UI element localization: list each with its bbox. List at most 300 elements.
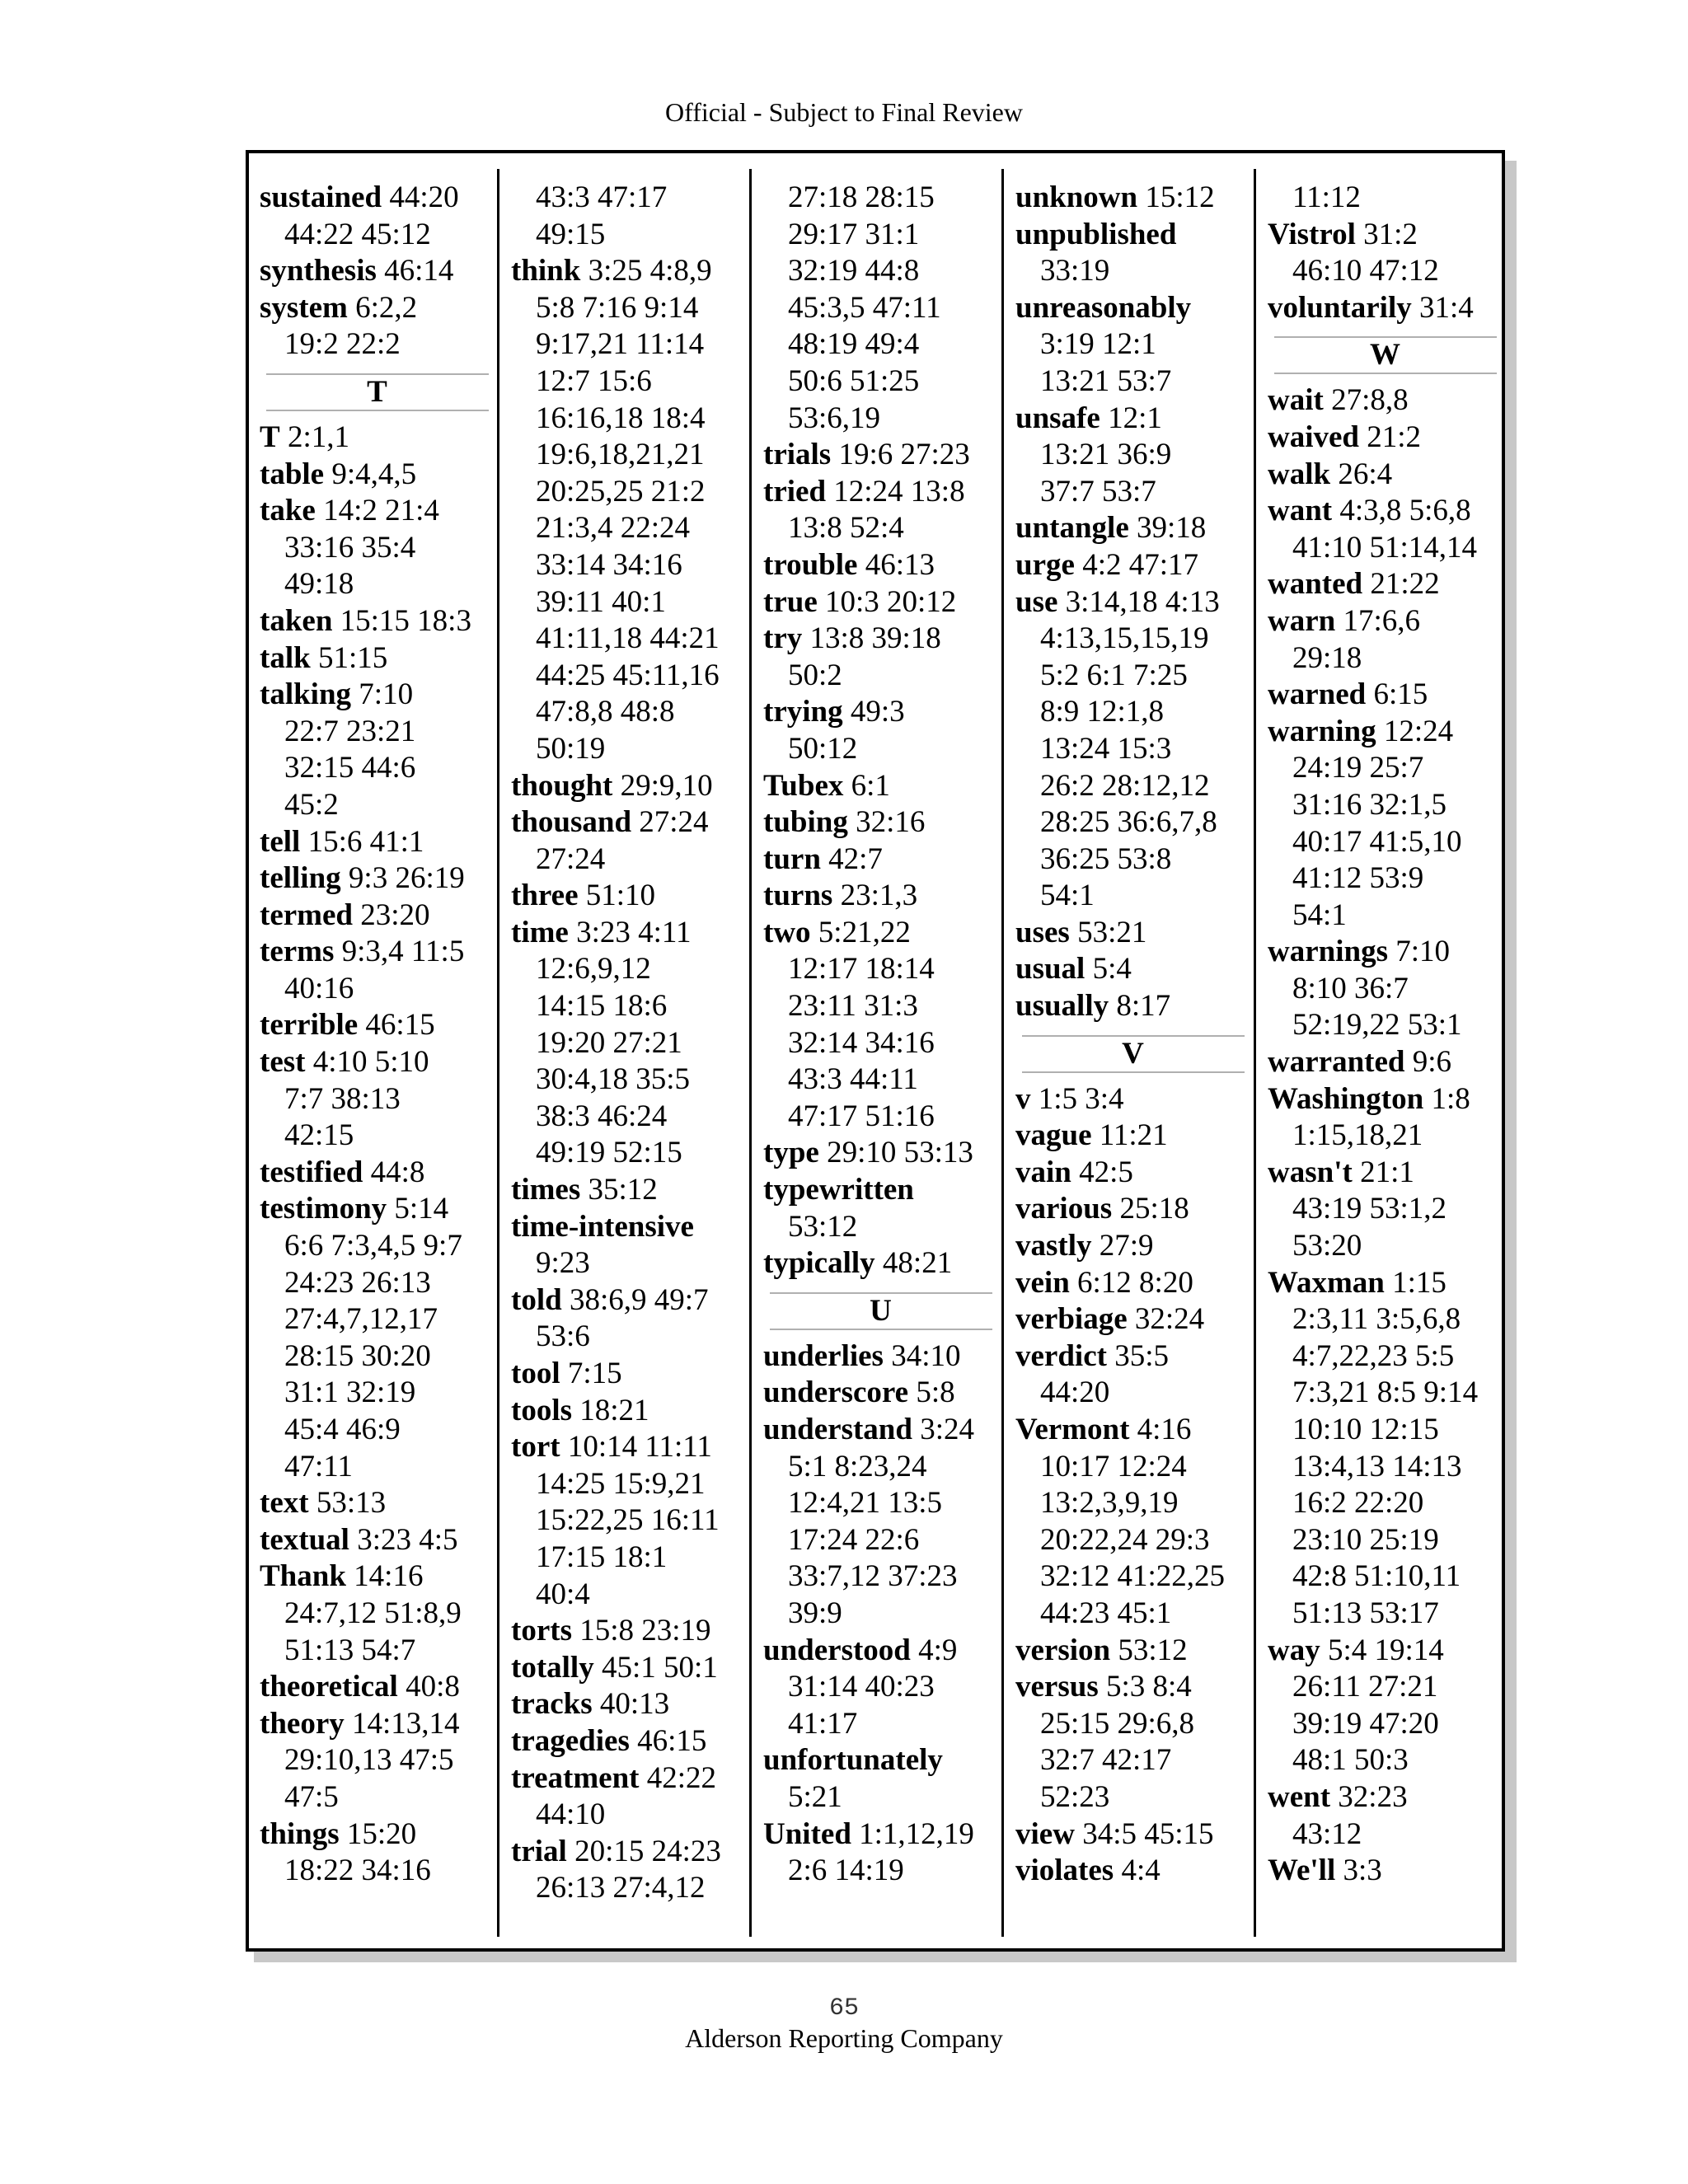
page-references: 25:18 [1112, 1192, 1189, 1226]
index-term: view [1015, 1816, 1075, 1851]
section-letter: T [367, 374, 387, 409]
index-term: usually [1015, 989, 1109, 1024]
index-entry [1268, 217, 1503, 290]
page-references: 31:1 32:19 [284, 1376, 416, 1410]
index-entry-continuation [1268, 787, 1503, 824]
index-entry-continuation [1268, 530, 1503, 567]
index-term: warn [1268, 603, 1336, 638]
index-entry-line [763, 1412, 998, 1449]
index-entry-continuation [763, 510, 998, 547]
index-entry-continuation [260, 1228, 495, 1265]
index-entry-line [1268, 217, 1503, 254]
index-entry [511, 1209, 746, 1282]
page-references: 7:10 [1387, 935, 1451, 969]
index-term: warnings [1268, 935, 1388, 969]
index-entry-line [1015, 1338, 1250, 1376]
index-term: test [260, 1045, 306, 1080]
page-references: 47:5 [284, 1779, 339, 1814]
index-entry-line [763, 915, 998, 952]
index-entry [1268, 714, 1503, 935]
index-entry-continuation [260, 1853, 495, 1890]
index-entry-line [511, 1172, 746, 1209]
index-term: untangle [1015, 511, 1129, 546]
index-term: use [1015, 584, 1058, 619]
index-entry-line [1268, 419, 1503, 457]
index-entry-continuation [1015, 768, 1250, 805]
page-references: 4:7,22,23 5:5 [1292, 1338, 1455, 1373]
page-references: 4:10 5:10 [305, 1045, 429, 1080]
index-entry-line [511, 1209, 746, 1246]
index-column-5 [1268, 180, 1503, 1890]
index-term: telling [260, 861, 341, 896]
index-entry-continuation [511, 363, 746, 401]
index-entry-continuation [260, 1265, 495, 1302]
section-header [260, 373, 495, 411]
index-entry-continuation [511, 1062, 746, 1099]
index-term: thousand [511, 805, 632, 840]
page-references: 44:20 [1040, 1376, 1110, 1410]
index-entry [1268, 382, 1503, 419]
index-entry-continuation [260, 787, 495, 824]
index-entry-continuation [763, 1558, 998, 1596]
page-references: 5:21,22 [810, 915, 911, 949]
index-entry-line [763, 1172, 998, 1209]
index-entry-continuation [763, 658, 998, 695]
page-references: 4:9 [910, 1633, 958, 1667]
index-entry [260, 1007, 495, 1044]
index-entry-continuation [511, 1870, 746, 1907]
index-entry-continuation [763, 326, 998, 363]
index-entry-line [1015, 180, 1250, 217]
index-entry-continuation [260, 326, 495, 363]
page-references: 6:1 [843, 768, 890, 803]
index-entry-continuation [511, 401, 746, 438]
index-entry-line [763, 1245, 998, 1282]
page-references: 51:10 [578, 879, 656, 913]
page-references: 15:22,25 16:11 [536, 1503, 720, 1538]
index-term: Vistrol [1268, 217, 1356, 251]
page-references: 31:14 40:23 [788, 1670, 935, 1704]
index-entry-line [260, 1669, 495, 1706]
index-entry-continuation [1268, 898, 1503, 935]
index-entry-continuation [1015, 253, 1250, 290]
index-entry [763, 437, 998, 474]
index-entry-line [1268, 1265, 1503, 1302]
index-entry [511, 915, 746, 1172]
index-term: unreasonably [1015, 290, 1192, 325]
page-references: 14:16 [345, 1559, 424, 1594]
index-entry [763, 694, 998, 767]
index-term: tool [511, 1357, 560, 1390]
index-term: vague [1015, 1118, 1092, 1153]
index-entry [511, 1429, 746, 1613]
page-references: 26:2 28:12,12 [1040, 768, 1210, 803]
page-references: 4:4 [1114, 1854, 1160, 1888]
index-entry [511, 1282, 746, 1356]
page-references: 17:24 22:6 [788, 1522, 920, 1557]
index-entry-line [1268, 1779, 1503, 1816]
index-term: We'll [1268, 1854, 1336, 1888]
index-term: trial [511, 1834, 567, 1868]
page-references: 5:3 8:4 [1098, 1670, 1192, 1704]
index-entry-continuation [1015, 1522, 1250, 1559]
page-references: 21:1 [1352, 1155, 1414, 1189]
index-term: Thank [260, 1559, 346, 1594]
index-entry-continuation [260, 1375, 495, 1412]
index-term: tell [260, 824, 301, 859]
page-footer: Alderson Reporting Company [685, 2023, 1003, 2053]
index-entry [1015, 915, 1250, 952]
index-entry-line [1015, 1081, 1250, 1118]
index-entry-line [1268, 1081, 1503, 1118]
page-references: 27:9 [1091, 1229, 1154, 1263]
index-entry-line [763, 437, 998, 474]
index-entry [260, 640, 495, 677]
page-references: 19:6 27:23 [831, 438, 970, 472]
page-references: 32:19 44:8 [788, 254, 920, 288]
index-entry-continuation [1268, 1338, 1503, 1376]
page-references: 17:6,6 [1335, 603, 1421, 638]
page-references: 48:21 [874, 1246, 953, 1281]
index-entry [260, 1191, 495, 1485]
index-entry-continuation [1268, 1118, 1503, 1155]
page-references: 5:1 8:23,24 [788, 1449, 927, 1483]
page-references: 31:16 32:1,5 [1292, 787, 1447, 822]
page-references: 18:22 34:16 [284, 1854, 431, 1888]
page-references: 53:6 [536, 1319, 590, 1354]
index-entry-continuation [1268, 824, 1503, 861]
index-entry-continuation [763, 1099, 998, 1136]
page-references: 1:1,12,19 [851, 1816, 974, 1851]
page-references: 12:1 [1100, 401, 1162, 435]
index-entry [511, 804, 746, 878]
index-term: verbiage [1015, 1302, 1128, 1337]
page-references: 50:19 [536, 731, 606, 766]
index-entry [763, 1135, 998, 1172]
section-header [1015, 1035, 1250, 1073]
index-term: testimony [260, 1192, 387, 1226]
page-references: 24:23 26:13 [284, 1265, 431, 1300]
index-term: try [763, 621, 803, 656]
index-entry [1268, 1633, 1503, 1779]
index-entry-line [511, 1393, 746, 1430]
index-entry-continuation [511, 180, 746, 217]
index-entry-continuation [1015, 1706, 1250, 1743]
page-references: 46:13 [857, 547, 935, 582]
page-references: 39:9 [788, 1596, 842, 1630]
page-references: 16:16,18 18:4 [536, 401, 706, 435]
index-entry-line [511, 1650, 746, 1687]
index-term: walk [1268, 457, 1331, 491]
index-entry-line [1268, 934, 1503, 971]
index-term: talking [260, 677, 352, 712]
page-references: 43:12 [1292, 1816, 1362, 1851]
page-references: 32:15 44:6 [284, 751, 416, 785]
index-term: think [511, 254, 581, 288]
page-references: 46:15 [358, 1008, 435, 1043]
index-entry-continuation [511, 1135, 746, 1172]
index-entry-line [260, 1706, 495, 1743]
index-entry [511, 1760, 746, 1834]
index-entry [1268, 566, 1503, 603]
index-entry-line [763, 841, 998, 879]
index-term: urge [1015, 547, 1075, 582]
index-term: warned [1268, 677, 1367, 712]
index-entry [1015, 547, 1250, 584]
index-entry-continuation [1015, 326, 1250, 363]
index-entry-continuation [260, 750, 495, 787]
index-entry-continuation [1268, 1522, 1503, 1559]
index-entry-continuation [1268, 1191, 1503, 1228]
index-entry [1015, 1338, 1250, 1412]
page-references: 28:15 30:20 [284, 1338, 431, 1373]
index-entry-line [1015, 1155, 1250, 1192]
index-column-1 [260, 180, 495, 1890]
index-term: synthesis [260, 254, 377, 288]
index-entry [1015, 1265, 1250, 1302]
page-references: 13:21 36:9 [1040, 438, 1172, 472]
page-references: 5:4 [1085, 952, 1132, 987]
page-references: 2:3,11 3:5,6,8 [1292, 1302, 1461, 1337]
index-entry [1268, 934, 1503, 1044]
section-letter: U [870, 1293, 892, 1328]
index-term: waived [1268, 419, 1359, 454]
index-entry [511, 1686, 746, 1723]
page-references: 13:2,3,9,19 [1040, 1486, 1179, 1521]
page-references: 39:18 [1128, 511, 1207, 546]
index-term: various [1015, 1192, 1113, 1226]
page-references: 23:20 [353, 898, 430, 932]
page-references: 29:10,13 47:5 [284, 1743, 454, 1778]
index-entry-continuation [1268, 640, 1503, 677]
index-entry [260, 1522, 495, 1559]
index-entry [511, 253, 746, 767]
index-entry-continuation [763, 1025, 998, 1062]
page-references: 21:3,4 22:24 [536, 511, 691, 546]
index-entry [1268, 180, 1503, 217]
index-entry [260, 677, 495, 823]
index-entry [763, 1338, 998, 1376]
column-divider [749, 169, 752, 1937]
page-references: 33:14 34:16 [536, 547, 682, 582]
page-references: 19:20 27:21 [536, 1025, 682, 1060]
index-entry-continuation [511, 217, 746, 254]
page-references: 19:2 22:2 [284, 327, 401, 362]
page-references: 45:3,5 47:11 [788, 290, 941, 325]
page-references: 35:5 [1106, 1338, 1169, 1373]
index-entry [260, 419, 495, 457]
section-rule [770, 1329, 992, 1330]
index-entry [1015, 1633, 1250, 1670]
page-references: 4:2 47:17 [1074, 547, 1198, 582]
index-entry-continuation [260, 1301, 495, 1338]
index-entry-line [511, 804, 746, 841]
page-references: 27:4,7,12,17 [284, 1302, 438, 1337]
index-entry-line [763, 1338, 998, 1376]
index-term: three [511, 879, 579, 913]
index-term: torts [511, 1614, 572, 1648]
index-entry-line [260, 1558, 495, 1596]
index-entry [1015, 1191, 1250, 1228]
page-references: 44:23 45:1 [1040, 1596, 1172, 1630]
index-entry-continuation [1015, 841, 1250, 879]
index-term: unsafe [1015, 401, 1100, 435]
index-entry-line [260, 603, 495, 640]
index-entry-line [260, 180, 495, 217]
page-references: 42:7 [820, 841, 883, 876]
page-references: 29:10 53:13 [818, 1136, 973, 1170]
page-references: 48:19 49:4 [788, 327, 920, 362]
index-entry-continuation [260, 530, 495, 567]
index-entry-line [763, 474, 998, 511]
page-references: 23:1,3 [832, 879, 918, 913]
index-entry-continuation [511, 326, 746, 363]
page-references: 41:17 [788, 1706, 858, 1741]
page-references: 12:24 13:8 [826, 474, 965, 509]
page-references: 18:21 [572, 1393, 649, 1427]
index-term: vein [1015, 1265, 1070, 1300]
index-entry [1015, 1118, 1250, 1155]
index-entry-continuation [763, 731, 998, 768]
page-references: 20:15 24:23 [566, 1834, 721, 1868]
index-entry-line [1268, 714, 1503, 751]
index-term: talk [260, 640, 311, 675]
index-term: wasn't [1268, 1155, 1353, 1189]
page-references: 32:24 [1127, 1302, 1205, 1337]
index-term: Washington [1268, 1081, 1424, 1116]
page-references: 5:8 [908, 1376, 955, 1410]
page-references: 9:23 [536, 1246, 590, 1281]
index-entry [260, 1485, 495, 1522]
index-entry-line [1268, 457, 1503, 494]
index-entry-continuation [1268, 1007, 1503, 1044]
index-entry [763, 621, 998, 694]
index-term: unknown [1015, 180, 1138, 214]
page-references: 50:6 51:25 [788, 363, 920, 398]
page-references: 40:17 41:5,10 [1292, 824, 1462, 859]
index-entry-continuation [1268, 1301, 1503, 1338]
index-entry-continuation [1268, 1816, 1503, 1854]
index-term: Tubex [763, 768, 844, 803]
page-references: 53:12 [1110, 1633, 1188, 1667]
index-entry-line [511, 1282, 746, 1319]
page-references: 1:8 [1423, 1081, 1470, 1116]
index-entry-continuation [511, 1319, 746, 1356]
index-entry-line [763, 1633, 998, 1670]
index-entry-continuation [260, 217, 495, 254]
page-references: 12:7 15:6 [536, 363, 652, 398]
index-entry-continuation [511, 1466, 746, 1503]
index-term: told [511, 1282, 562, 1317]
page-references: 7:7 38:13 [284, 1081, 401, 1116]
page-references: 53:13 [308, 1486, 387, 1521]
page-references: 26:4 [1330, 457, 1393, 491]
page-references: 46:14 [376, 254, 454, 288]
page-references: 33:7,12 37:23 [788, 1559, 958, 1594]
index-term: uses [1015, 915, 1070, 949]
index-entry-line [763, 768, 998, 805]
section-letter: V [1122, 1036, 1144, 1071]
index-entry-continuation [1268, 1706, 1503, 1743]
page-references: 4:16 [1129, 1413, 1192, 1446]
page-references: 36:25 53:8 [1040, 841, 1172, 876]
index-entry-continuation [260, 1779, 495, 1816]
index-entry-continuation [260, 714, 495, 751]
index-entry-line [260, 1191, 495, 1228]
section-header [1268, 336, 1503, 374]
page-references: 6:6 7:3,4,5 9:7 [284, 1229, 462, 1263]
index-term: tragedies [511, 1723, 630, 1758]
index-entry-line [511, 1429, 746, 1466]
index-entry-line [763, 804, 998, 841]
page-references: 45:1 50:1 [593, 1650, 718, 1685]
index-entry [763, 1816, 998, 1890]
page-references: 43:3 44:11 [788, 1062, 918, 1097]
index-entry [260, 1155, 495, 1192]
index-term: voluntarily [1268, 290, 1412, 325]
index-entry-continuation [763, 1485, 998, 1522]
index-entry-line [511, 1686, 746, 1723]
index-entry-line [1015, 915, 1250, 952]
page-references: 15:20 [339, 1816, 417, 1851]
page-references: 12:6,9,12 [536, 952, 651, 987]
index-term: treatment [511, 1760, 640, 1795]
index-entry [511, 1393, 746, 1430]
index-entry [511, 1834, 746, 1907]
page-references: 34:10 [883, 1338, 961, 1373]
index-entry-continuation [511, 1245, 746, 1282]
page-references: 37:7 53:7 [1040, 474, 1156, 509]
page-references: 45:4 46:9 [284, 1413, 401, 1446]
index-entry [260, 253, 495, 290]
index-term: terms [260, 935, 335, 969]
index-term: unfortunately [763, 1743, 943, 1778]
page-references: 42:22 [639, 1760, 716, 1795]
index-entry [1015, 217, 1250, 290]
page-references: 32:16 [847, 805, 926, 840]
index-entry [511, 180, 746, 253]
index-entry-continuation [1268, 1596, 1503, 1633]
index-entry [763, 1742, 998, 1816]
index-entry-continuation [763, 290, 998, 327]
index-term: T [260, 419, 280, 454]
index-entry [1268, 493, 1503, 566]
page-references: 51:15 [310, 640, 388, 675]
page-number: 65 [828, 1994, 859, 2022]
page-references: 12:24 [1376, 714, 1454, 748]
page-references: 3:3 [1335, 1854, 1382, 1888]
page-references: 4:3,8 5:6,8 [1332, 494, 1471, 528]
index-entry-continuation [511, 694, 746, 731]
page-references: 31:2 [1355, 217, 1418, 251]
index-entry-line [511, 915, 746, 952]
index-entry-line [260, 898, 495, 935]
index-entry-continuation [260, 1081, 495, 1118]
index-term: usual [1015, 952, 1085, 987]
page-references: 5:14 [387, 1192, 449, 1226]
index-entry [260, 1558, 495, 1669]
index-term: United [763, 1816, 851, 1851]
index-entry-line [260, 419, 495, 457]
index-term: take [260, 494, 316, 528]
page-references: 51:13 54:7 [284, 1633, 416, 1667]
page-header: Official - Subject to Final Review [665, 97, 1023, 127]
index-term: understand [763, 1413, 912, 1446]
index-term: turns [763, 879, 833, 913]
index-entry-continuation [763, 1449, 998, 1486]
index-entry-line [511, 1613, 746, 1650]
page-references: 47:8,8 48:8 [536, 695, 675, 729]
